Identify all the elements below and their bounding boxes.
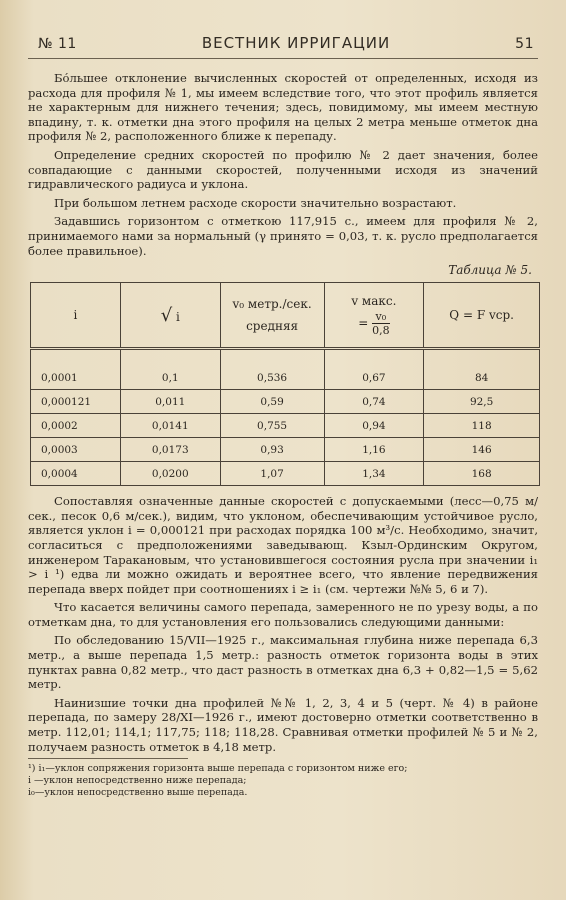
header-vmax: v макс. = $\frac{\text{v₀}}{0,8}$ <box>324 283 424 349</box>
table-row: 0,0003 0,0173 0,93 1,16 146 <box>31 438 540 462</box>
header-sqrt-i: √ i <box>120 283 220 349</box>
article-body <box>28 71 538 258</box>
table-header-row <box>31 283 540 349</box>
footnotes <box>28 758 408 799</box>
paragraph: Бо́льшее отклонение вычисленных скоростей от определенных, исходя из расхода для профиля № 1, мы имеем вследствие того, что этот профиль является не характерным для нижнего течения; здесь, повидимому, мы имеем местную впадину, т. к. отметки дна этого профиля на целых 2 метра меньше отметок дна профиля № 2, расположенного ближе к перепаду. <box>28 71 538 144</box>
header-v0: v₀ метр./сек. средняя <box>220 283 324 349</box>
paragraph: Что касается величины самого перепада, замеренного не по урезу воды, а по отметкам дна, то для установления его пользовались следующими данными: <box>28 600 538 629</box>
paragraph: По обследованию 15/VII—1925 г., максимальная глубина ниже перепада 6,3 метр., а выше перепада 1,5 метр.: разность отметок горизонта воды в этих пунктах равна 0,82 метр., что даст разность в отметках дна 6,3 + 0,82—1,5 = 5,62 метр. <box>28 633 538 692</box>
paragraph: При большом летнем расходе скорости значительно возрастают. <box>54 195 457 210</box>
header-i: i <box>31 283 121 349</box>
paragraph: Сопоставляя означенные данные скоростей с допускаемыми (лесс—0,75 м/сек., песок 0,6 м/сек.), видим, что уклоном, обеспечивающим устойчивое русло, является уклон i = 0,000121 при расходах порядка 100 м³/с. Необходимо, значит, согласиться с предположениями заведывающ. Кзыл-Ординским Округом, инженером Таракановым, что установившегося состояния русла при значении i₁ > i ¹) едва ли можно ожидать и вероятнее всего, что явление передвижения перепада вверх пойдет при соотношениях i ≥ i₁ (см. чертежи №№ 5, 6 и 7). <box>28 494 538 596</box>
table-caption: Таблица № 5. <box>448 263 532 278</box>
paragraph: Задавшись горизонтом с отметкою 117,915 с., имеем для профиля № 2, принимаемого нами за нормальный (γ принято = 0,03, т. к. русло предполагается более правильное). <box>28 214 538 258</box>
paragraph: Определение средних скоростей по профилю № 2 дает значения, более совпадающие с данными скоростей, полученными исходя из значений гидравлического радиуса и уклона. <box>28 147 538 192</box>
table-row: 0,0004 0,0200 1,07 1,34 168 <box>31 462 540 486</box>
journal-title: ВЕСТНИК ИРРИГАЦИИ <box>201 34 391 52</box>
footnote: ¹) i₁—уклон сопряжения горизонта выше перепада с горизонтом ниже его; <box>28 763 408 775</box>
page-number: 51 <box>515 36 534 52</box>
paragraph: Наинизшие точки дна профилей №№ 1, 2, 3, 4 и 5 (черт. № 4) в районе перепада, по замеру 28/XI—1926 г., имеют достоверно отметки соответственно в метр. 112,01; 114,1; 117,75; 118; 118,28. Сравнивая отметки профилей № 5 и № 2, получаем разность отметок в 4,18 метр. <box>28 695 538 754</box>
header-q: Q = F vср. <box>424 283 540 349</box>
table-row: 0,000121 0,011 0,59 0,74 92,5 <box>31 390 540 414</box>
table-row: 0,0002 0,0141 0,755 0,94 118 <box>31 414 540 438</box>
sqrt-symbol: √ <box>160 304 173 326</box>
table-row: 0,0001 0,1 0,536 0,67 84 <box>31 349 540 390</box>
footnote: i —уклон непосредственно ниже перепада; <box>28 775 247 787</box>
velocity-table <box>30 282 540 486</box>
issue-number: № 11 <box>38 36 77 52</box>
footnote: i₀—уклон непосредственно выше перепада. <box>28 787 248 799</box>
article-body-continued <box>28 494 538 754</box>
page-header <box>28 30 538 59</box>
